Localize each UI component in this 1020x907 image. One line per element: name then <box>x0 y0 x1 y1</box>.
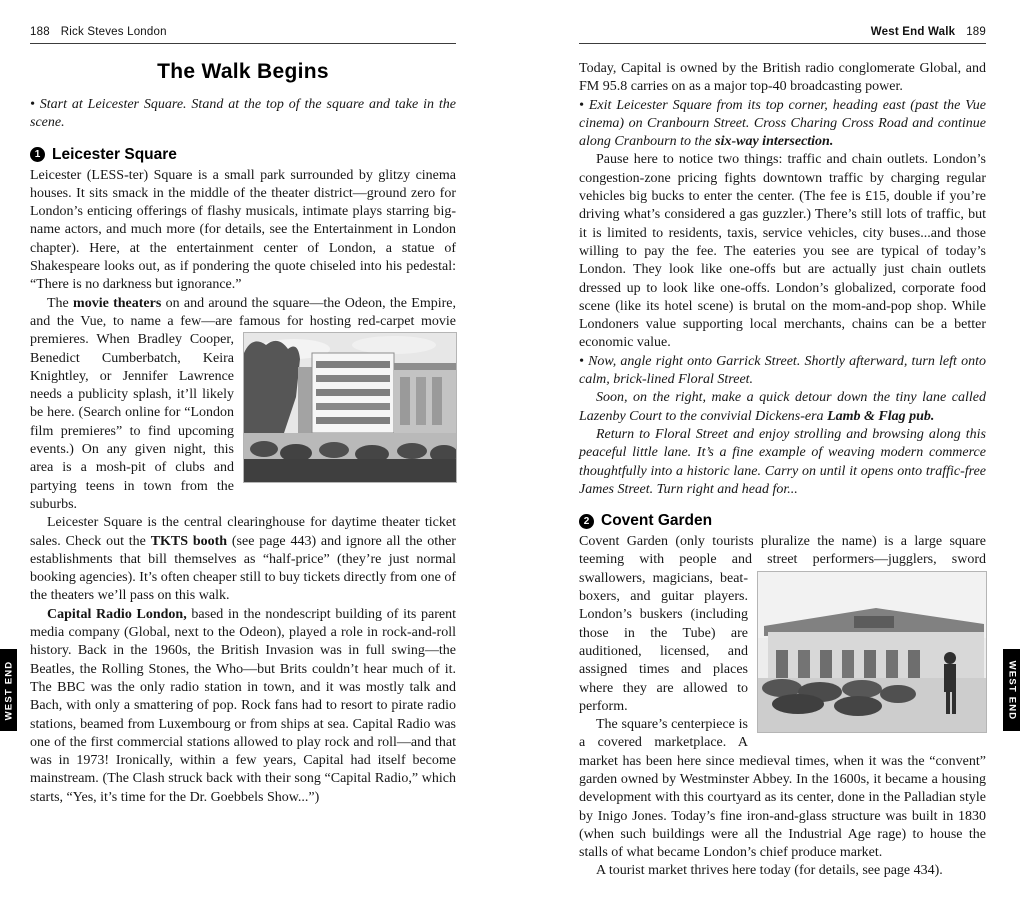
left-page-content <box>30 60 456 807</box>
text-segment: • Start at Leicester Square. Stand at the top of the square and take in the scene. <box>30 97 456 131</box>
text-segment: based in the nondescript building of its parent media company (Global, next to the Odeon), played a role in rock-and-roll history. Back in the 1960s, the British Invasion was in full swing—the Beatles, the Rolling Stones, the Who—but Brits couldn’t hear much of it. The BBC was the only radio station in town, and it was mostly talk and Bach, with only a smattering of pop. Rock fans had to resort to pirate radio stations, beamed from Luxembourg or from ships at sea. Capital Radio was one of the first commercial stations allowed to play rock and roll—and that was in 1973! Ironically, within a few years, Capital had itself become mainstream. (The Clash struck back with their song “Capital Radio,” which starts, “Yes, it’s time for the Dr. Goebbels Show...”) <box>30 606 456 805</box>
text-segment: A tourist market thrives here today (for details, see page 434). <box>596 863 943 879</box>
section-heading-text: Covent Garden <box>601 512 713 530</box>
text-segment: Leicester (LESS-ter) Square is a small park surrounded by glitzy cinema houses. It sits smack in the middle of the theater district—ground zero for London’s enticing offerings of flashy musicals, intimate plays starring big-name actors, and much more (for details, see the Entertainment in London chapter). Here, at the entertainment center of London, a statue of Shakespeare looks out, as if pondering the quote chiseled into his pedestal: “There is no darkness but ignorance.” <box>30 167 456 293</box>
left-page <box>30 26 456 807</box>
text-segment: red-carpet movie premieres. When Bradley Cooper, Benedict Cumberbatch, Keira Knightley, or Jennifer Lawrence needs a publicity splash, it’ll likely be here. (Search online for “London film premieres” to find upcoming events.) On any given night, this area is a mosh-pit of clubs and partying teens in town from the suburbs. <box>30 313 456 512</box>
bold-text-segment: Lamb & Flag pub. <box>827 408 935 424</box>
chapter-title: West End Walk <box>870 26 956 38</box>
section-1-leicester-square-heading <box>30 146 456 164</box>
exit-leicester-direction-note <box>579 97 986 152</box>
text-segment: Pause here to notice two things: traffic and chain outlets. London’s congestion-zone pricing fights downtown traffic by charging regular vehicles big bucks to enter the center. (The fee is £15, double if you’re driving what’s considered a gas guzzler.) There’s still lots of traffic, but it is limited to residents, taxis, service vehicles, city buses...and those willing to pay the fee. The eateries you see are typical of today’s London. They look like one-offs but are actually just chain outlets dressed up to look like one-offs. London’s globalized, corporate food scene (like its hotel scene) is brutal on the mom-and-pop shop. While Londoners value supporting local merchants, chains can be a better economic value. <box>579 152 986 351</box>
walk-begins-title: The Walk Begins <box>157 60 329 83</box>
bold-text-segment: movie theaters <box>73 295 162 311</box>
section-2-covent-garden-heading <box>579 512 986 530</box>
capital-radio-paragraph <box>30 606 456 807</box>
floral-street-note <box>579 426 986 499</box>
section-heading-text: Leicester Square <box>52 145 177 163</box>
text-segment: Soon, on the right, make a quick detour down the tiny lane called Lazenby Court to the convivial Dickens-era <box>579 390 986 424</box>
book-title: Rick Steves London <box>60 26 167 38</box>
garrick-street-direction-note <box>579 353 986 390</box>
text-segment: • Exit Leicester Square from its top corner, heading east (past the Vue cinema) on Cranbourn Street. Cross Charing Cross Road and continue along Cranbourn to the <box>579 97 986 150</box>
text-segment: on and around the square—the Odeon, the Empire, and the Vue, to name a few—are famous for hosting <box>30 295 456 329</box>
bold-text-segment: TKTS booth <box>150 533 228 549</box>
left-header-rule <box>30 43 456 44</box>
west-end-tab-label: WEST END <box>1006 660 1017 720</box>
text-segment: (see page 443) and ignore all the other establishments that bill themselves as “half-price” (they’re just normal booking agencies). It’s often cheaper still to buy tickets directly from one of the theaters we’ll pass on this walk. <box>30 533 456 604</box>
right-header-rule <box>579 43 986 44</box>
covent-garden-photo <box>758 572 986 732</box>
lamb-and-flag-note <box>579 389 986 426</box>
left-page-header <box>30 26 456 43</box>
covered-marketplace-paragraph <box>579 716 986 862</box>
text-segment: The square’s centerpiece is a covered marketplace. A market has been here since medieval times, when it was the “convent” garden owned by Westminster Abbey. In the 1600s, it became a housing development with this courtyard as its center, done in the Palladian style by Inigo Jones. Today’s fine iron-and-glass structure was built in 1830 (when such buildings were all the Industrial Age rage) to house the stalls of what became London’s chief produce market. <box>579 717 986 861</box>
text-segment: Covent Garden (only tourists pluralize the name) is a large square teeming with people and street performers—jugglers, sword swallowers, <box>579 534 986 586</box>
west-end-section-tab-right <box>1003 649 1020 731</box>
text-segment: Today, Capital is owned by the British radio conglomerate Global, and FM 95.8 carries on as a major top-40 broadcasting power. <box>579 61 986 95</box>
text-segment: The <box>47 295 74 311</box>
leicester-square-photo <box>244 333 456 482</box>
text-segment: magicians, beat-boxers, and guitar players. London’s buskers (including those in the Tube) are auditioned, licensed, and assigned times and places where they are allowed to perform. <box>579 570 748 714</box>
tourist-market-paragraph <box>579 862 986 880</box>
tkts-booth-paragraph <box>30 514 456 605</box>
section-number-badge: 2 <box>579 514 594 529</box>
text-segment: Leicester Square is the central clearinghouse for daytime theater ticket sales. Check out the <box>30 515 456 549</box>
text-segment: • Now, angle right onto Garrick Street. Shortly afterward, turn left onto calm, brick-lined Floral Street. <box>579 353 986 388</box>
bold-text-segment: six-way intersection. <box>715 134 834 150</box>
section-number-badge: 1 <box>30 147 45 162</box>
traffic-chain-outlets-paragraph <box>579 151 986 352</box>
leicester-square-paragraph-1 <box>30 167 456 295</box>
right-page <box>579 26 986 881</box>
right-page-content <box>579 60 986 881</box>
movie-theaters-paragraph <box>30 295 456 515</box>
right-page-header <box>579 26 986 43</box>
bold-text-segment: Capital Radio London, <box>47 606 187 622</box>
west-end-tab-label: WEST END <box>3 660 14 720</box>
left-page-number: 188 <box>30 26 50 38</box>
right-page-number: 189 <box>966 26 986 38</box>
covent-garden-paragraph-1 <box>579 533 986 716</box>
capital-global-paragraph <box>579 60 986 97</box>
start-direction-note <box>30 96 456 133</box>
text-segment: Return to Floral Street and enjoy strolling and browsing along this peaceful little lane. It’s a fine example of weaving modern commerce thoughtfully into a historic lane. Carry on until it opens onto traffic-free James Street. Turn right and head for... <box>579 426 986 497</box>
west-end-section-tab-left <box>0 649 17 731</box>
